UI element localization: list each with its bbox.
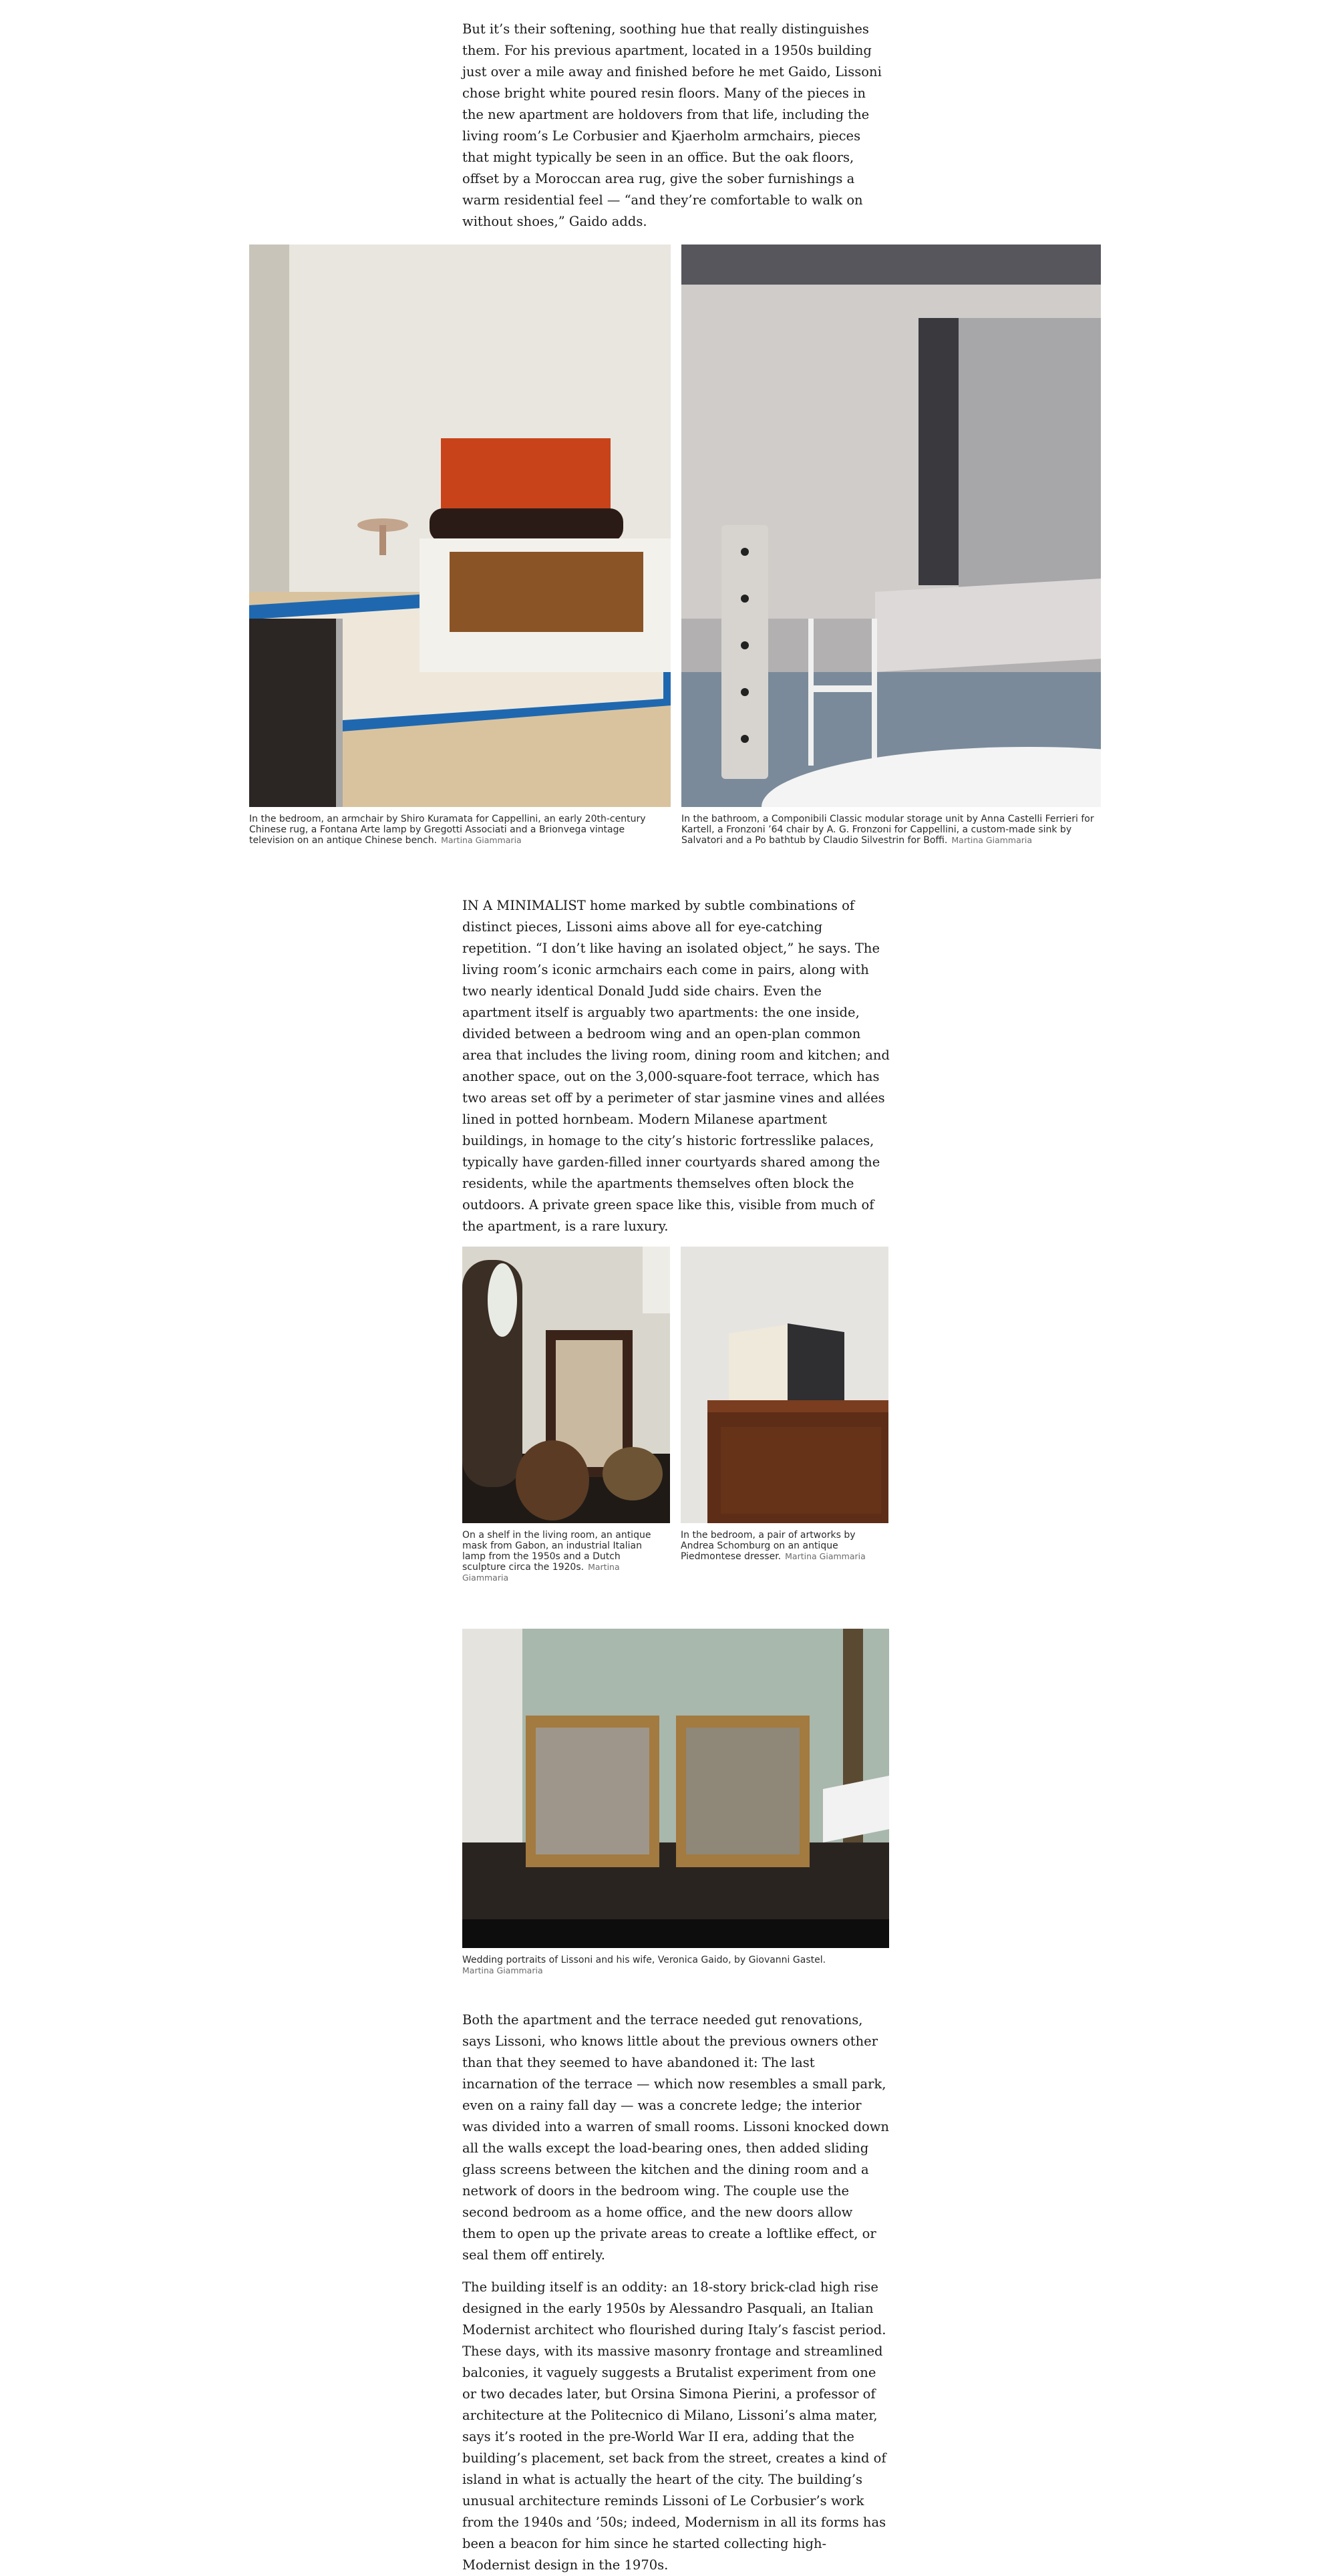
photo-credit: Martina Giammaria: [951, 835, 1033, 845]
photo-credit: Martina Giammaria: [785, 1551, 866, 1561]
shelf-photo: [462, 1247, 670, 1523]
caption-text: In the bathroom, a Componibili Classic modular storage unit by Anna Castelli Ferrieri for Kartell, a Fronzoni ’64 chair by A. G. Fronzoni for Cappellini, a custom-made sink by Salvatori and a Po bathtub by Claudio Silvestrin for Boffi.: [681, 814, 1094, 846]
portraits-photo: [462, 1629, 889, 1948]
article-paragraph-1-block: [462, 19, 890, 232]
artworks-photo: [681, 1247, 888, 1523]
article-paragraph: Both the apartment and the terrace needed gut renovations, says Lissoni, who knows little about the previous owners other than that they seemed to have abandoned it: The last incarnation of the terrace — which now resembles a small park, even on a rainy fall day — was a concrete ledge; the interior was divided into a warren of small rooms. Lissoni knocked down all the walls except the load-bearing ones, then added sliding glass screens between the kitchen and the dining room and a network of doors in the bedroom wing. The couple use the second bedroom as a home office, and the new doors allow them to open up the private areas to create a loftlike effect, or seal them off entirely.: [462, 2012, 889, 2263]
photo-credit: Martina Giammaria: [441, 835, 522, 845]
article-paragraph: IN A MINIMALIST home marked by subtle combinations of distinct pieces, Lissoni aims above all for eye-catching repetition. “I don’t like having an isolated object,” he says. The living room’s iconic armchairs each come in pairs, along with two nearly identical Donald Judd side chairs. Even the apartment itself is arguably two apartments: the one inside, divided between a bedroom wing and an open-plan common area that includes the living room, dining room and kitchen; and another space, out on the 3,000-square-foot terrace, which has two areas set off by a perimeter of star jasmine vines and allées lined in potted hornbeam. Modern Milanese apartment buildings, in homage to the city’s historic fortresslike palaces, typically have garden-filled inner courtyards shared among the residents, while the apartments themselves often block the outdoors. A private green space like this, visible from much of the apartment, is a rare luxury.: [462, 898, 890, 1234]
bathroom-photo: [681, 245, 1101, 807]
bathroom-photo-caption: [681, 814, 1094, 846]
article-paragraph-3-4-block: [462, 2009, 890, 2576]
bedroom-photo-caption: [249, 814, 662, 846]
shelf-photo-caption: [462, 1530, 663, 1583]
caption-text: In the bedroom, an armchair by Shiro Kuramata for Cappellini, an early 20th-century Chinese rug, a Fontana Arte lamp by Gregotti Associati and a Brionvega vintage television on an antique Chinese bench.: [249, 814, 646, 846]
artworks-photo-caption: [681, 1530, 881, 1562]
photo-credit: Martina Giammaria: [462, 1965, 543, 1975]
caption-text: In the bedroom, a pair of artworks by Andrea Schomburg on an antique Piedmontese dresser.: [681, 1530, 856, 1562]
bedroom-photo: [249, 245, 671, 807]
photo-credit: Martina Giammaria: [462, 1562, 620, 1583]
caption-text: On a shelf in the living room, an antique mask from Gabon, an industrial Italian lamp from the 1950s and a Dutch sculpture circa the 1920s.: [462, 1530, 651, 1573]
article-paragraph: But it’s their softening, soothing hue that really distinguishes them. For his previous apartment, located in a 1950s building just over a mile away and finished before he met Gaido, Lissoni chose bright white poured resin floors. Many of the pieces in the new apartment are holdovers from that life, including the living room’s Le Corbusier and Kjaerholm armchairs, pieces that might typically be seen in an office. But the oak floors, offset by a Moroccan area rug, give the sober furnishings a warm residential feel — “and they’re comfortable to walk on without shoes,” Gaido adds.: [462, 21, 882, 229]
article-paragraph-2-block: [462, 895, 890, 1237]
portraits-photo-caption: [462, 1955, 889, 1976]
caption-text: Wedding portraits of Lissoni and his wife, Veronica Gaido, by Giovanni Gastel.: [462, 1955, 826, 1965]
article-paragraph: The building itself is an oddity: an 18-story brick-clad high rise designed in the early 1950s by Alessandro Pasquali, an Italian Modernist architect who flourished during Italy’s fascist period. These days, with its massive masonry frontage and streamlined balconies, it vaguely suggests a Brutalist experiment from one or two decades later, but Orsina Simona Pierini, a professor of architecture at the Politecnico di Milano, Lissoni’s alma mater, says it’s rooted in the pre-World War II era, adding that the building’s placement, set back from the street, creates a kind of island in what is actually the heart of the city. The building’s unusual architecture reminds Lissoni of Le Corbusier’s work from the 1940s and ’50s; indeed, Modernism in all its forms has been a beacon for him since he started collecting high-Modernist design in the 1970s.: [462, 2279, 886, 2573]
